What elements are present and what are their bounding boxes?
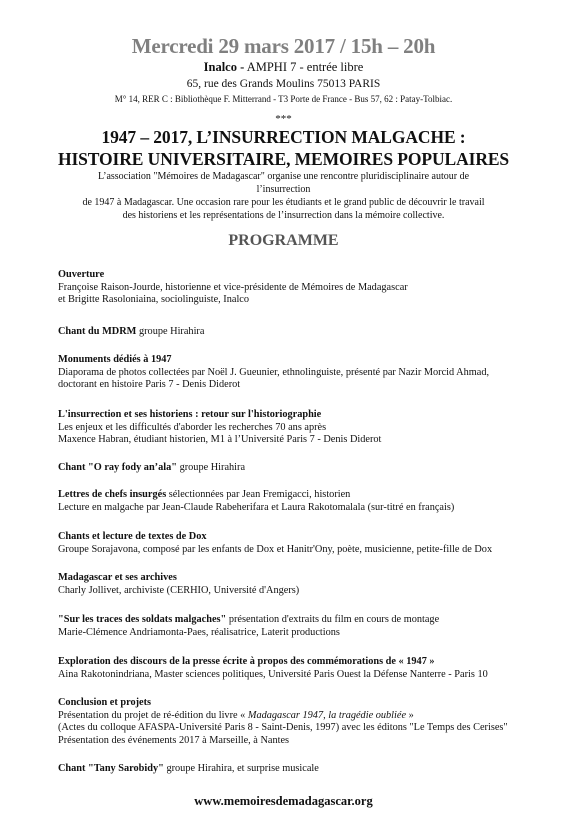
item-line: Lecture en malgache par Jean-Claude Rabeherifara et Laura Rakotomalala (sur-titré en français) [58,501,455,513]
item-title: L'insurrection et ses historiens : retour sur l'historiographie [58,409,322,420]
item-line: Charly Jollivet, archiviste (CERHIO, Université d'Angers) [58,584,300,596]
item-title: Madagascar et ses archives [58,572,177,583]
intro-line: de 1947 à Madagascar. Une occasion rare pour les étudiants et le grand public de découvrir le travail [82,197,485,208]
program-item-chants-dox [58,531,558,556]
program-item-soldats [58,614,558,639]
program-item-archives [58,572,558,597]
program-item-chant-oray [58,462,558,475]
program-item-monuments [58,354,558,392]
programme-heading: PROGRAMME [228,232,339,249]
program-item-lettres [58,489,558,514]
item-text: sélectionnées par Jean Fremigacci, historien [166,489,351,500]
item-title: Chant du MDRM [58,326,137,337]
event-address: 65, rue des Grands Moulins 75013 PARIS [186,78,381,90]
item-title: Ouverture [58,269,105,280]
venue-details: AMPHI 7 - entrée libre [244,60,364,74]
item-text: présentation d'extraits du film en cours de montage [226,614,440,625]
item-line: Présentation des événements 2017 à Marseille, à Nantes [58,734,290,746]
item-title: "Sur les traces des soldats malgaches" [58,614,227,625]
program-item-chant-mdrm [58,326,558,339]
event-venue [0,60,567,75]
item-title: Monuments dédiés à 1947 [58,354,172,365]
item-line: doctorant en histoire Paris 7 - Denis Diderot [58,379,241,390]
venue-name: Inalco - [203,60,245,74]
item-line: Marie-Clémence Andriamonta-Paes, réalisatrice, Laterit productions [58,626,340,638]
item-title: Chants et lecture de textes de Dox [58,531,207,542]
item-text: groupe Hirahira [136,326,205,337]
program-item-conclusion [58,697,558,747]
item-title: Lettres de chefs insurgés [58,489,167,500]
separator: *** [275,113,292,125]
intro-line: L’association "Mémoires de Madagascar" organise une rencontre pluridisciplinaire autour de l’insurrection [97,171,470,195]
item-title: Conclusion et projets [58,697,152,708]
item-line: Diaporama de photos collectées par Noël J. Gueunier, ethnolinguiste, présenté par Nazir Morcid Ahmad, [58,366,490,378]
book-title: Madagascar 1947, la tragédie oubliée [247,709,407,721]
item-line: et Brigitte Rasoloniaina, sociolinguiste, Inalco [58,294,250,305]
program-item-presse [58,656,558,681]
program-item-ouverture [58,269,558,307]
title-line-1: 1947 – 2017, L’INSURRECTION MALGACHE : [101,127,466,147]
program-item-chant-tany [58,763,558,776]
website-link[interactable]: www.memoiresdemadagascar.org [194,794,373,808]
event-date: Mercredi 29 mars 2017 / 15h – 20h [131,34,436,58]
item-line: (Actes du colloque AFASPA-Université Paris 8 - Saint-Denis, 1997) avec les éditons "Le Temps des Cerises" [58,722,508,733]
item-title: Exploration des discours de la presse écrite à propos des commémorations de « 1947 » [58,656,435,667]
title-line-2: HISTOIRE UNIVERSITAIRE, MEMOIRES POPULAIRES [57,149,510,169]
item-line: Françoise Raison-Jourde, historienne et vice-présidente de Mémoires de Madagascar [58,281,408,293]
item-line: Groupe Sorajavona, composé par les enfants de Dox et Hanitr'Ony, poète, musicienne, petite-fille de Dox [58,543,493,555]
item-line: Aina Rakotonindriana, Master sciences politiques, Université Paris Ouest la Défense Nanterre - Paris 10 [58,668,488,680]
item-text: groupe Hirahira [177,462,246,473]
item-line: Les enjeux et les difficultés d'aborder les recherches 70 ans après [58,421,327,433]
item-title: Chant "O ray fody an’ala" [58,462,177,473]
item-line: Maxence Habran, étudiant historien, M1 à l’Université Paris 7 - Denis Diderot [58,434,382,445]
document-title [0,126,567,170]
item-text: groupe Hirahira, et surprise musicale [163,763,319,774]
item-title: Chant "Tany Sarobidy" [58,763,164,774]
intro-paragraph [70,170,497,222]
item-line: Présentation du projet de ré-édition du livre « Madagascar 1947, la tragédie oubliée » [58,709,414,721]
program-item-historiens [58,409,558,447]
intro-line: des historiens et les représentations de l’insurrection dans la mémoire collective. [122,210,445,221]
transport-info: M° 14, RER C : Bibliothèque F. Mitterrand - T3 Porte de France - Bus 57, 62 : Patay-Tolbiac. [114,94,453,104]
